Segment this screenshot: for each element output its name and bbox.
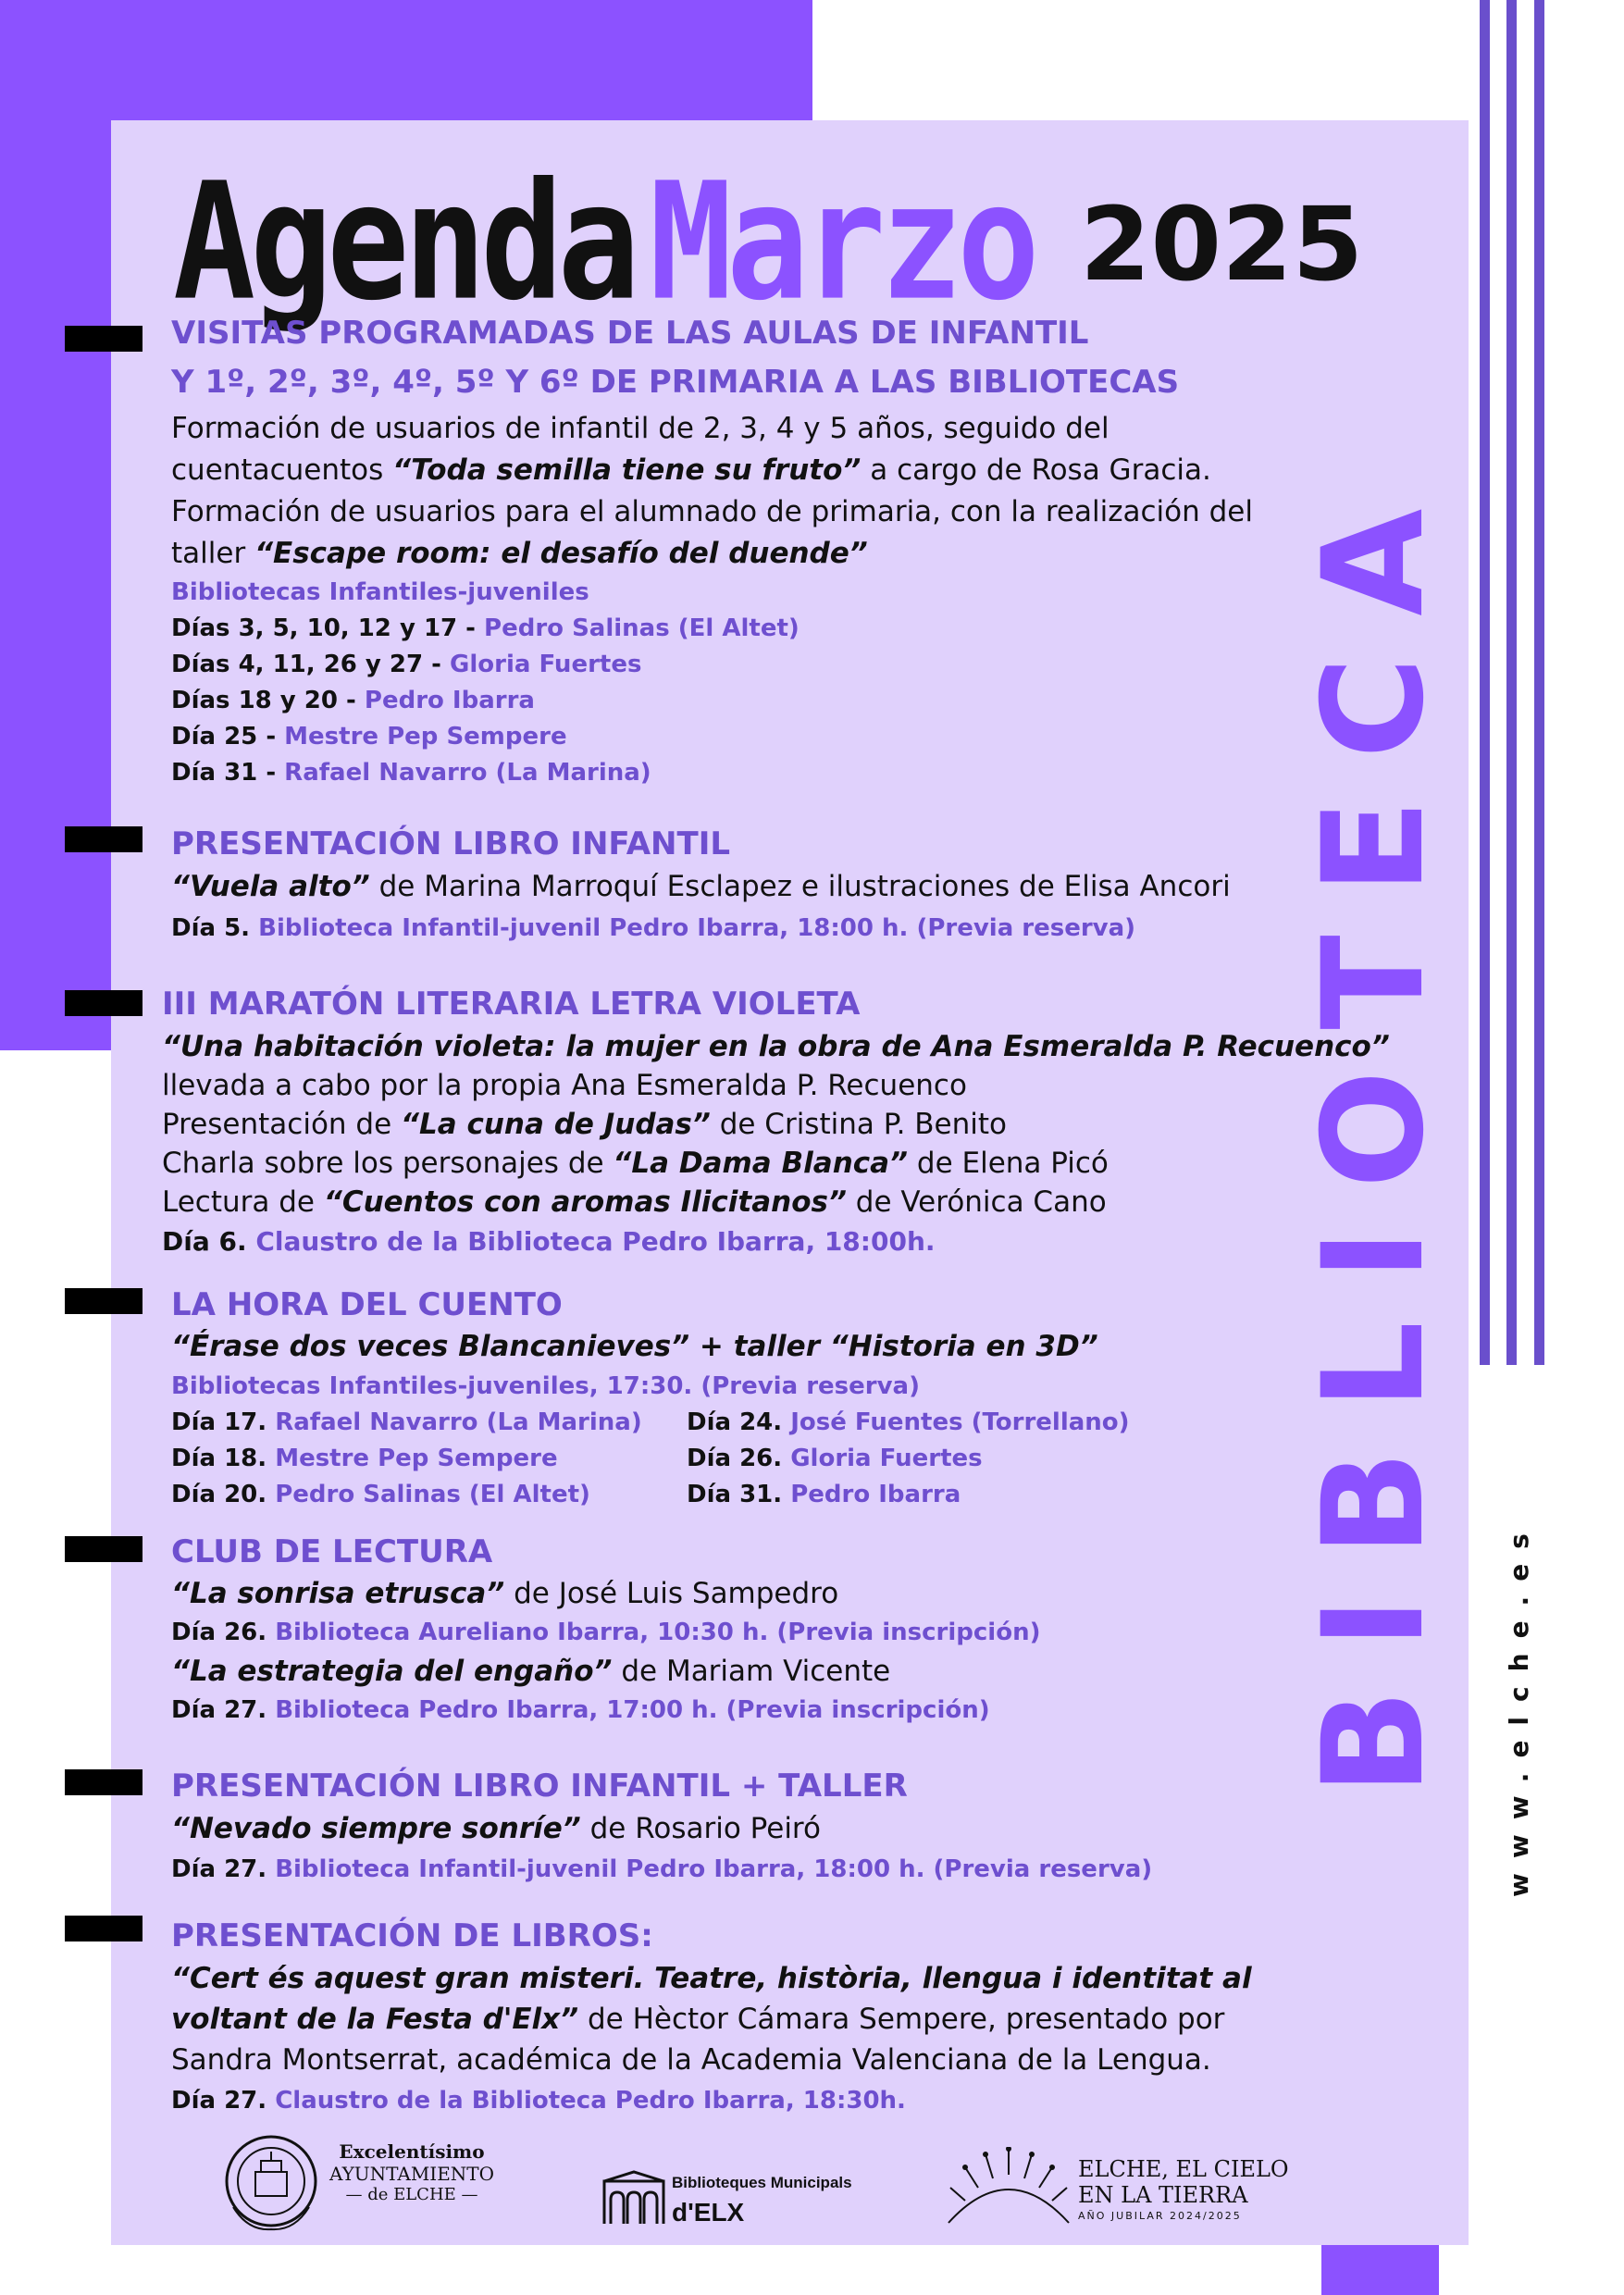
schedule-line: Día 27. Biblioteca Infantil-juvenil Pedro Ibarra, 18:00 h. (Previa reserva) <box>171 1855 1153 1883</box>
description-line: Sandra Montserrat, académica de la Academia Valenciana de la Lengua. <box>171 2043 1211 2077</box>
bib-line-2: d'ELX <box>672 2198 745 2227</box>
schedule-line: Día 26. Gloria Fuertes <box>687 1445 983 1472</box>
schedule-line: Día 24. José Fuentes (Torrellano) <box>687 1408 1130 1436</box>
description-line: “Cert és aquest gran misteri. Teatre, història, llengua i identitat al <box>171 1962 1252 1995</box>
description-line: Lectura de “Cuentos con aromas Ilicitanos” de Verónica Cano <box>162 1185 1107 1219</box>
venue-line: Bibliotecas Infantiles-juveniles, 17:30. (Previa reserva) <box>171 1372 920 1400</box>
city-seal-icon <box>220 2124 322 2239</box>
schedule-line: Día 31. Pedro Ibarra <box>687 1481 961 1508</box>
vertical-title: BIBLIOTECA <box>1294 467 1455 1795</box>
stripe-2 <box>1506 0 1517 1365</box>
cielo-line-1: ELCHE, EL CIELO <box>1078 2156 1289 2182</box>
description-line: “Nevado siempre sonríe” de Rosario Peiró <box>171 1812 821 1845</box>
description-line: Charla sobre los personajes de “La Dama Blanca” de Elena Picó <box>162 1147 1109 1180</box>
description-line: “Una habitación violeta: la mujer en la obra de Ana Esmeralda P. Recuenco” <box>162 1030 1390 1063</box>
section-title: PRESENTACIÓN LIBRO INFANTIL <box>171 825 731 862</box>
title-month: Marzo <box>650 148 1035 336</box>
schedule-line: Días 4, 11, 26 y 27 - Gloria Fuertes <box>171 651 642 678</box>
description-line: “La sonrisa etrusca” de José Luis Sampedro <box>171 1577 839 1610</box>
description-line: llevada a cabo por la propia Ana Esmeralda P. Recuenco <box>162 1069 967 1102</box>
section-title: PRESENTACIÓN LIBRO INFANTIL + TALLER <box>171 1768 908 1805</box>
website-url[interactable]: www.elche.es <box>1504 1519 1534 1897</box>
schedule-line: Día 25 - Mestre Pep Sempere <box>171 723 567 751</box>
section-title: CLUB DE LECTURA <box>171 1533 493 1570</box>
description-line: voltant de la Festa d'Elx” de Hèctor Cámara Sempere, presentado por <box>171 2003 1225 2036</box>
cielo-line-2: EN LA TIERRA <box>1078 2182 1248 2208</box>
library-building-icon <box>601 2170 666 2226</box>
section-bullet <box>65 1769 143 1795</box>
section-title: III MARATÓN LITERARIA LETRA VIOLETA <box>162 986 861 1023</box>
jubilee-logo <box>939 2147 1291 2235</box>
venue-line: Bibliotecas Infantiles-juveniles <box>171 578 589 606</box>
ayto-line-1: Excelentísimo <box>339 2140 485 2163</box>
description-line: taller “Escape room: el desafío del duende” <box>171 537 868 570</box>
description-line: cuentacuentos “Toda semilla tiene su fruto” a cargo de Rosa Gracia. <box>171 453 1211 487</box>
bib-line-1: Biblioteques Municipals <box>672 2174 852 2191</box>
section-bullet <box>65 326 143 352</box>
section-bullet <box>65 990 143 1016</box>
section-bullet <box>65 1916 143 1941</box>
description-line: Formación de usuarios de infantil de 2, 3, 4 y 5 años, seguido del <box>171 412 1110 445</box>
section-bullet <box>65 826 143 852</box>
section-title: VISITAS PROGRAMADAS DE LAS AULAS DE INFANTIL <box>171 315 1089 352</box>
schedule-line: Días 3, 5, 10, 12 y 17 - Pedro Salinas (El Altet) <box>171 614 800 642</box>
ayto-line-2: AYUNTAMIENTO <box>329 2163 495 2185</box>
section-bullet <box>65 1536 143 1562</box>
biblioteques-logo <box>601 2170 870 2235</box>
stripe-1 <box>1480 0 1490 1365</box>
description-line: Formación de usuarios para el alumnado de primaria, con la realización del <box>171 495 1253 528</box>
schedule-line: Día 27. Biblioteca Pedro Ibarra, 17:00 h. (Previa inscripción) <box>171 1696 990 1724</box>
schedule-line: Día 20. Pedro Salinas (El Altet) <box>171 1481 590 1508</box>
cielo-line-3: AÑO JUBILAR 2024/2025 <box>1078 2210 1242 2222</box>
schedule-line: Día 26. Biblioteca Aureliano Ibarra, 10:30 h. (Previa inscripción) <box>171 1619 1041 1646</box>
ayuntamiento-logo <box>220 2124 498 2239</box>
description-line: Presentación de “La cuna de Judas” de Cristina P. Benito <box>162 1108 1008 1141</box>
schedule-line: Día 18. Mestre Pep Sempere <box>171 1445 558 1472</box>
title-year: 2025 <box>1080 185 1364 304</box>
schedule-line: Día 17. Rafael Navarro (La Marina) <box>171 1408 642 1436</box>
description-line: “La estrategia del engaño” de Mariam Vicente <box>171 1655 891 1688</box>
section-title: PRESENTACIÓN DE LIBROS: <box>171 1917 653 1954</box>
palm-sunburst-icon <box>939 2147 1078 2226</box>
schedule-line: Día 6. Claustro de la Biblioteca Pedro Ibarra, 18:00h. <box>162 1226 936 1257</box>
schedule-line: Día 31 - Rafael Navarro (La Marina) <box>171 759 651 787</box>
title-agenda: Agenda <box>173 148 635 336</box>
description-line: “Érase dos veces Blancanieves” + taller “Historia en 3D” <box>171 1330 1098 1363</box>
section-bullet <box>65 1288 143 1314</box>
ayto-line-3: — de ELCHE — <box>345 2185 478 2204</box>
schedule-line: Día 27. Claustro de la Biblioteca Pedro Ibarra, 18:30h. <box>171 2087 906 2115</box>
schedule-line: Día 5. Biblioteca Infantil-juvenil Pedro Ibarra, 18:00 h. (Previa reserva) <box>171 914 1136 942</box>
section-title: LA HORA DEL CUENTO <box>171 1286 563 1323</box>
description-line: “Vuela alto” de Marina Marroquí Esclapez e ilustraciones de Elisa Ancori <box>171 870 1231 903</box>
section-title: Y 1º, 2º, 3º, 4º, 5º Y 6º DE PRIMARIA A LAS BIBLIOTECAS <box>171 364 1180 401</box>
schedule-line: Días 18 y 20 - Pedro Ibarra <box>171 687 535 714</box>
stripe-3 <box>1534 0 1544 1365</box>
